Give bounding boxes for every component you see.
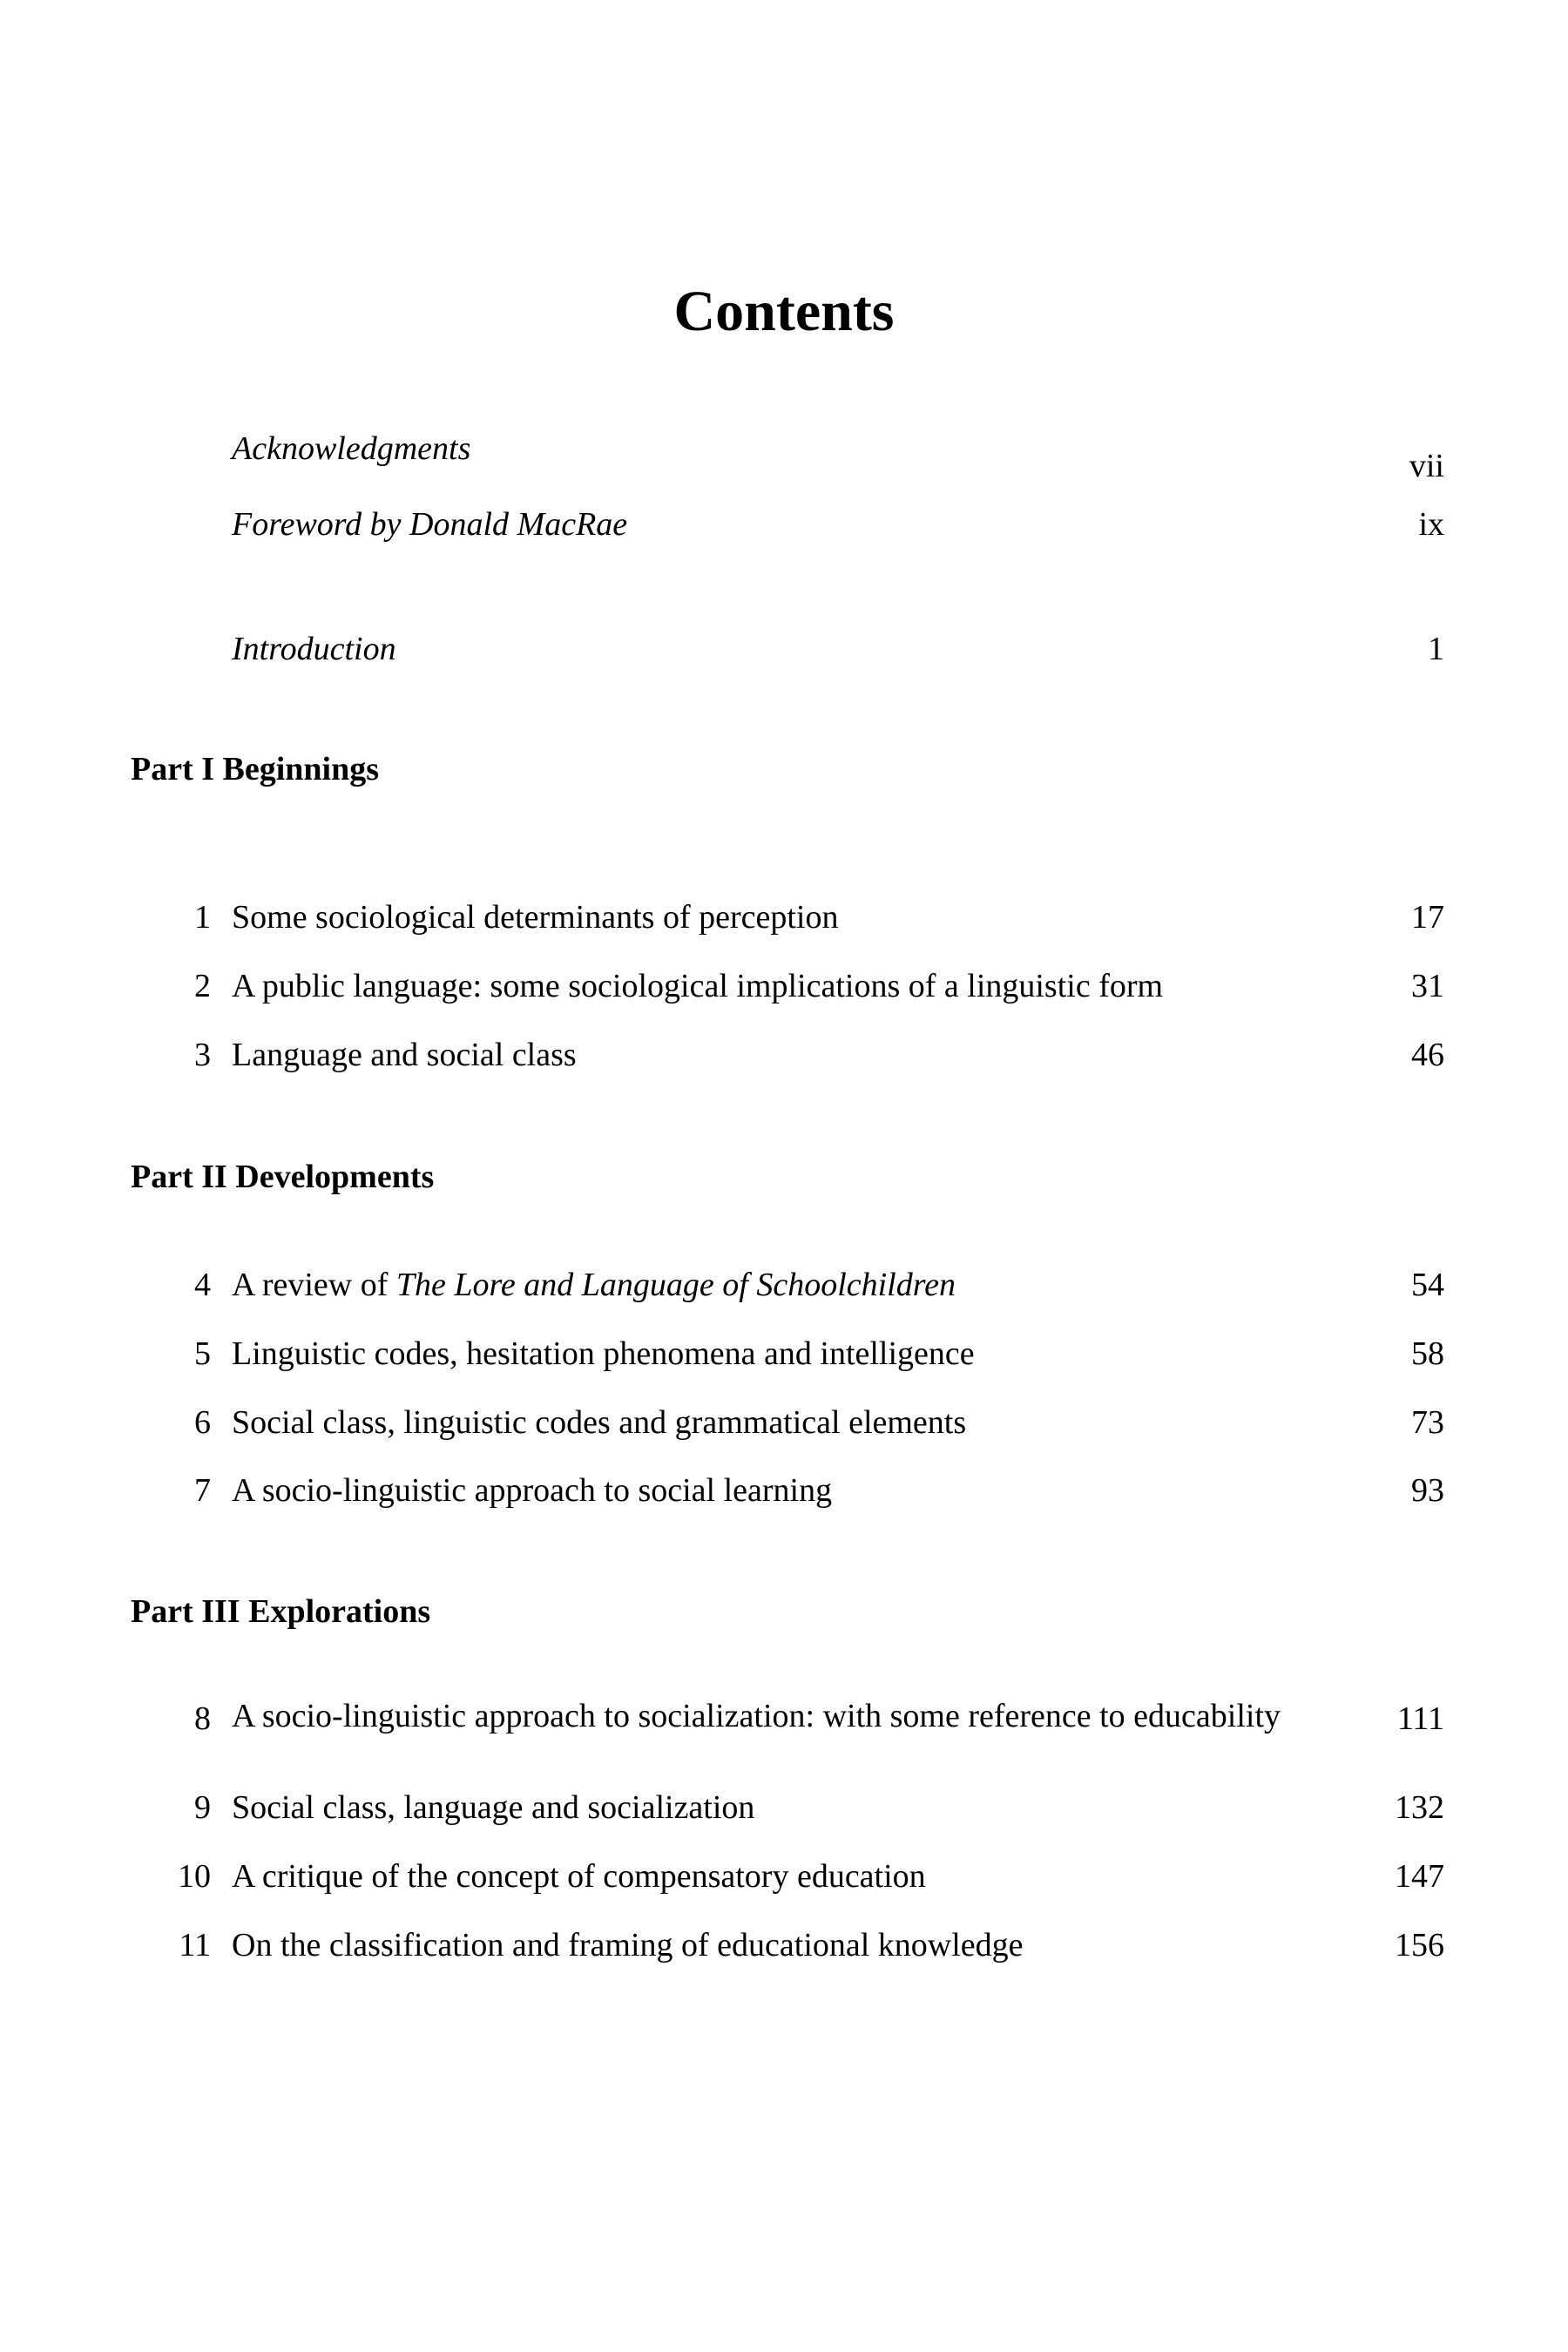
toc-entry-label: A socio-linguistic approach to socialization: with some reference to educability: [232, 1698, 1281, 1734]
toc-entry-label: Social class, linguistic codes and grammatical elements: [232, 1404, 967, 1441]
toc-entry-page: vii: [1409, 448, 1444, 484]
chapter-number: 8: [194, 1700, 211, 1737]
toc-entry-chapter-10[interactable]: [0, 1855, 1568, 1898]
toc-entry-page: 1: [1428, 631, 1444, 667]
toc-entry-page: 73: [1411, 1404, 1444, 1441]
toc-entry-label: Some sociological determinants of perception: [232, 899, 839, 936]
toc-entry-label: On the classification and framing of educational knowledge: [232, 1927, 1024, 1963]
part-heading-2: Part II Developments: [131, 1159, 435, 1195]
toc-entry-chapter-5[interactable]: [0, 1332, 1568, 1375]
toc-entry-page: 156: [1395, 1927, 1444, 1963]
chapter-number: 2: [194, 968, 211, 1004]
toc-entry-page: ix: [1418, 506, 1444, 543]
page-title: Contents: [673, 280, 895, 343]
toc-entry-page: 46: [1411, 1037, 1444, 1073]
part-heading-1: Part I Beginnings: [131, 751, 380, 787]
toc-entry-chapter-4[interactable]: [0, 1263, 1568, 1307]
toc-entry-chapter-6[interactable]: [0, 1401, 1568, 1444]
toc-entry-chapter-3[interactable]: [0, 1033, 1568, 1077]
toc-entry-page: 54: [1411, 1267, 1444, 1303]
toc-entry-label: Linguistic codes, hesitation phenomena and intelligence: [232, 1335, 975, 1372]
toc-entry-label-prefix: A review of: [232, 1267, 396, 1303]
chapter-number: 5: [194, 1335, 211, 1372]
toc-entry-foreword[interactable]: [0, 503, 1568, 546]
toc-entry-label: [232, 1263, 956, 1307]
chapter-number: 9: [194, 1789, 211, 1826]
toc-entry-chapter-7[interactable]: [0, 1469, 1568, 1512]
chapter-number: 1: [194, 899, 211, 936]
toc-entry-label: A public language: some sociological implications of a linguistic form: [232, 968, 1164, 1004]
toc-entry-page: 17: [1411, 899, 1444, 936]
chapter-number: 11: [179, 1927, 211, 1963]
toc-entry-label: Language and social class: [232, 1037, 577, 1073]
toc-entry-page: 111: [1396, 1700, 1444, 1737]
chapter-number: 7: [194, 1472, 211, 1509]
toc-entry-label: Acknowledgments: [232, 430, 471, 467]
toc-entry-acknowledgments[interactable]: [0, 427, 1568, 484]
part-heading-3: Part III Explorations: [131, 1593, 431, 1630]
toc-entry-page: 58: [1411, 1335, 1444, 1372]
toc-entry-introduction[interactable]: [0, 627, 1568, 671]
toc-entry-label: A critique of the concept of compensatory education: [232, 1858, 926, 1895]
toc-entry-chapter-2[interactable]: [0, 964, 1568, 1008]
toc-entry-page: 147: [1395, 1858, 1444, 1895]
toc-entry-page: 93: [1411, 1472, 1444, 1509]
toc-entry-label: Social class, language and socialization: [232, 1789, 755, 1826]
chapter-number: 4: [194, 1267, 211, 1303]
toc-entry-page: 31: [1411, 968, 1444, 1004]
chapter-number: 6: [194, 1404, 211, 1441]
toc-entry-chapter-9[interactable]: [0, 1786, 1568, 1829]
toc-entry-page: 132: [1395, 1789, 1444, 1826]
toc-entry-label: Introduction: [232, 631, 396, 667]
chapter-number: 10: [178, 1858, 211, 1895]
toc-entry-chapter-8[interactable]: [0, 1697, 1568, 1784]
book-title: The Lore and Language of Schoolchildren: [395, 1267, 956, 1303]
toc-entry-chapter-1[interactable]: [0, 896, 1568, 939]
toc-entry-chapter-11[interactable]: [0, 1923, 1568, 1967]
toc-entry-label: Foreword by Donald MacRae: [232, 506, 628, 543]
toc-entry-label: A socio-linguistic approach to social learning: [232, 1472, 833, 1509]
chapter-number: 3: [194, 1037, 211, 1073]
